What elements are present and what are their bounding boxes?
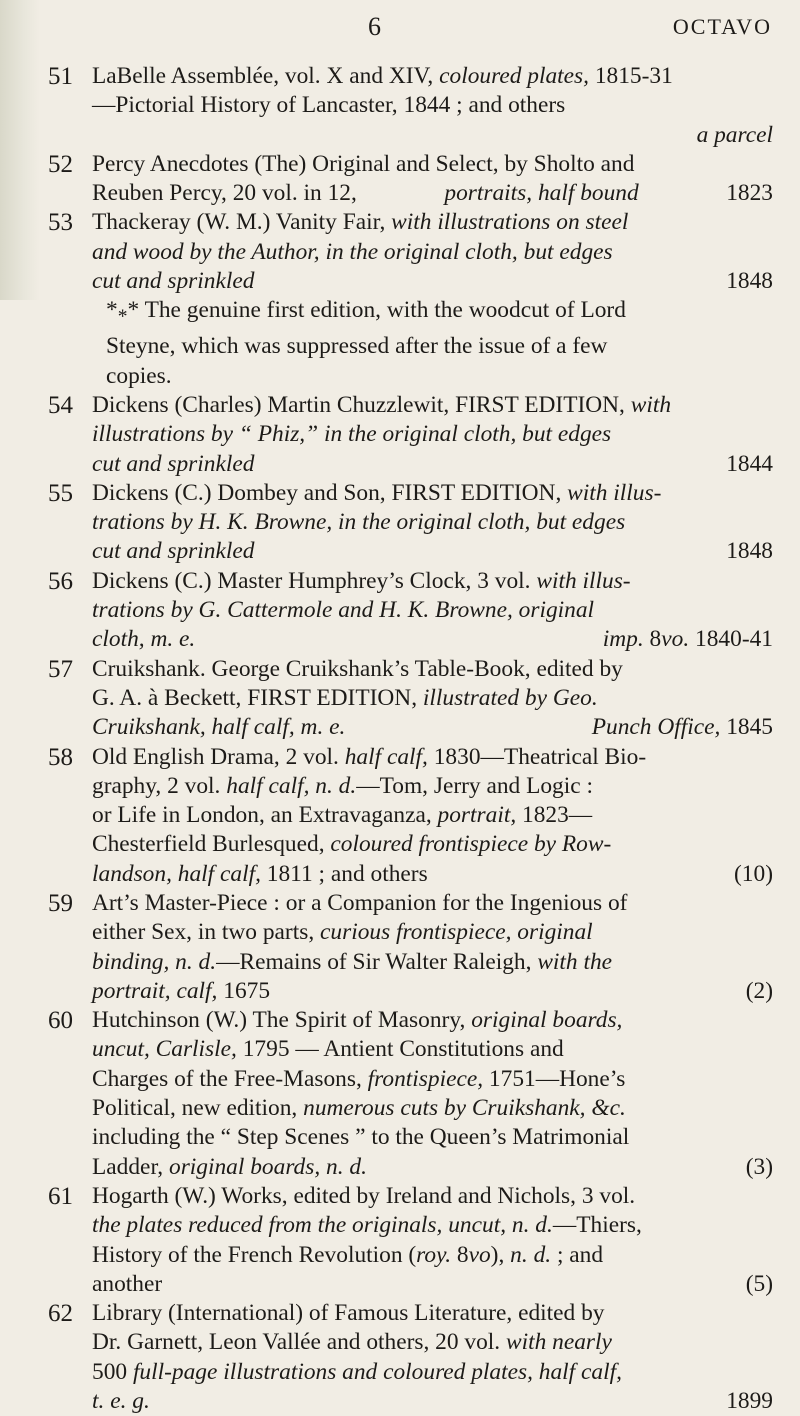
lot-number: 54 <box>48 391 73 419</box>
entry-line: either Sex, in two parts, curious frontispiece, original <box>92 919 593 946</box>
entry-line: Thackeray (W. M.) Vanity Fair, with illustrations on steel <box>92 209 629 236</box>
catalogue-entries <box>48 62 773 1416</box>
lot-number: 60 <box>48 1007 73 1035</box>
entry-line: portrait, calf, 1675 (2) <box>92 977 773 1006</box>
entry-line: Steyne, which was suppressed after the issue of a few <box>106 333 608 360</box>
entry-line: t. e. g. 1899 <box>92 1387 773 1416</box>
entry-line: including the “ Step Scenes ” to the Queen’s Matrimonial <box>92 1124 630 1151</box>
catalogue-entry <box>48 150 773 209</box>
page-header <box>0 12 800 48</box>
lot-number: 58 <box>48 743 73 771</box>
entry-date: 1899 <box>726 1388 773 1415</box>
entry-line: Dickens (Charles) Martin Chuzzlewit, FIRST EDITION, with <box>92 391 672 418</box>
entry-line: trations by H. K. Browne, in the original cloth, but edges <box>92 509 626 536</box>
lot-number: 62 <box>48 1300 73 1328</box>
entry-line: Charges of the Free-Masons, frontispiece, 1751—Hone’s <box>92 1065 626 1092</box>
catalogue-entry <box>48 1299 773 1416</box>
entry-line: Dickens (C.) Master Humphrey’s Clock, 3 vol. with illus- <box>92 567 631 594</box>
entry-line: Chesterfield Burlesqued, coloured frontispiece by Row- <box>92 831 612 858</box>
lot-number: 55 <box>48 479 73 507</box>
entry-date: 1848 <box>726 538 773 565</box>
entry-line: —Pictorial History of Lancaster, 1844 ; and others <box>92 92 566 119</box>
catalogue-entry <box>48 567 773 655</box>
catalogue-entry <box>48 208 773 390</box>
entry-line: Cruikshank. George Cruikshank’s Table-Book, edited by <box>92 655 623 682</box>
entry-line: uncut, Carlisle, 1795 — Antient Constitutions and <box>92 1036 564 1063</box>
lot-number: 51 <box>48 63 73 90</box>
page-number: 6 <box>368 12 381 41</box>
catalogue-entry <box>48 1006 773 1182</box>
entry-line: Political, new edition, numerous cuts by Cruikshank, &c. <box>92 1095 626 1122</box>
lot-number: 57 <box>48 655 73 683</box>
entry-line: Dickens (C.) Dombey and Son, FIRST EDITION, with illus- <box>92 479 662 506</box>
entry-line: a parcel <box>696 121 773 148</box>
catalogue-entry <box>48 62 773 150</box>
lot-number: 61 <box>48 1182 73 1210</box>
entry-line: Cruikshank, half calf, m. e. Punch Office, 1845 <box>92 713 773 742</box>
entry-line: Old English Drama, 2 vol. half calf, 1830—Theatrical Bio- <box>92 743 647 770</box>
running-head: OCTAVO <box>672 14 772 39</box>
entry-date: (2) <box>745 977 773 1004</box>
entry-line: Dr. Garnett, Leon Vallée and others, 20 vol. with nearly <box>92 1329 612 1356</box>
entry-line: illustrations by “ Phiz,” in the original cloth, but edges <box>92 421 612 448</box>
catalogue-entry <box>48 889 773 1006</box>
entry-line: Percy Anecdotes (The) Original and Select, by Sholto and <box>92 150 635 177</box>
entry-line: copies. <box>106 362 172 389</box>
entry-date: 1844 <box>726 450 773 477</box>
entry-line: 500 full-page illustrations and coloured plates, half calf, <box>92 1358 622 1385</box>
entry-line: Art’s Master-Piece : or a Companion for the Ingenious of <box>92 889 628 916</box>
catalogue-entry <box>48 655 773 743</box>
catalogue-entry <box>48 1182 773 1299</box>
entry-line: graphy, 2 vol. half calf, n. d.—Tom, Jerry and Logic : <box>92 772 593 799</box>
entry-date: imp. 8vo. 1840-41 <box>602 626 773 653</box>
entry-date: (5) <box>745 1270 773 1297</box>
entry-line: landson, half calf, 1811 ; and others (10) <box>92 860 773 889</box>
entry-line: Reuben Percy, 20 vol. in 12, portraits, half bound 1823 <box>92 180 773 207</box>
entry-line: and wood by the Author, in the original cloth, but edges <box>92 238 613 265</box>
entry-line: G. A. à Beckett, FIRST EDITION, illustrated by Geo. <box>92 684 598 711</box>
lot-number: 52 <box>48 150 73 178</box>
entry-line: cut and sprinkled 1844 <box>92 450 773 479</box>
entry-line: Hutchinson (W.) The Spirit of Masonry, original boards, <box>92 1007 623 1034</box>
catalogue-entry <box>48 391 773 479</box>
lot-number: 59 <box>48 889 73 917</box>
lot-number: 53 <box>48 209 73 237</box>
entry-date: (10) <box>734 860 773 887</box>
lot-number: 56 <box>48 567 73 595</box>
entry-line: cut and sprinkled 1848 <box>92 267 773 296</box>
entry-line: or Life in London, an Extravaganza, portrait, 1823— <box>92 802 593 829</box>
entry-line: trations by G. Cattermole and H. K. Browne, original <box>92 597 595 624</box>
catalogue-entry <box>48 743 773 889</box>
entry-line: the plates reduced from the originals, uncut, n. d.—Thiers, <box>92 1212 642 1239</box>
entry-line: Library (International) of Famous Literature, edited by <box>92 1300 605 1327</box>
entry-line: LaBelle Assemblée, vol. X and XIV, coloured plates, 1815-31 <box>92 63 673 89</box>
entry-line: cloth, m. e. imp. 8vo. 1840-41 <box>92 625 773 654</box>
catalogue-entry <box>48 479 773 567</box>
entry-date: 1848 <box>726 268 773 295</box>
entry-line: $*_**$ The genuine first edition, with the woodcut of Lord <box>106 297 626 329</box>
entry-date: (3) <box>745 1153 773 1180</box>
entry-date: Punch Office, 1845 <box>591 714 773 741</box>
entry-line: History of the French Revolution (roy. 8vo), n. d. ; and <box>92 1241 604 1268</box>
entry-line: Ladder, original boards, n. d. (3) <box>92 1153 773 1182</box>
entry-line: cut and sprinkled 1848 <box>92 537 773 566</box>
entry-line: another (5) <box>92 1270 773 1299</box>
entry-line: Hogarth (W.) Works, edited by Ireland and Nichols, 3 vol. <box>92 1182 636 1209</box>
entry-line: binding, n. d.—Remains of Sir Walter Raleigh, with the <box>92 948 613 975</box>
